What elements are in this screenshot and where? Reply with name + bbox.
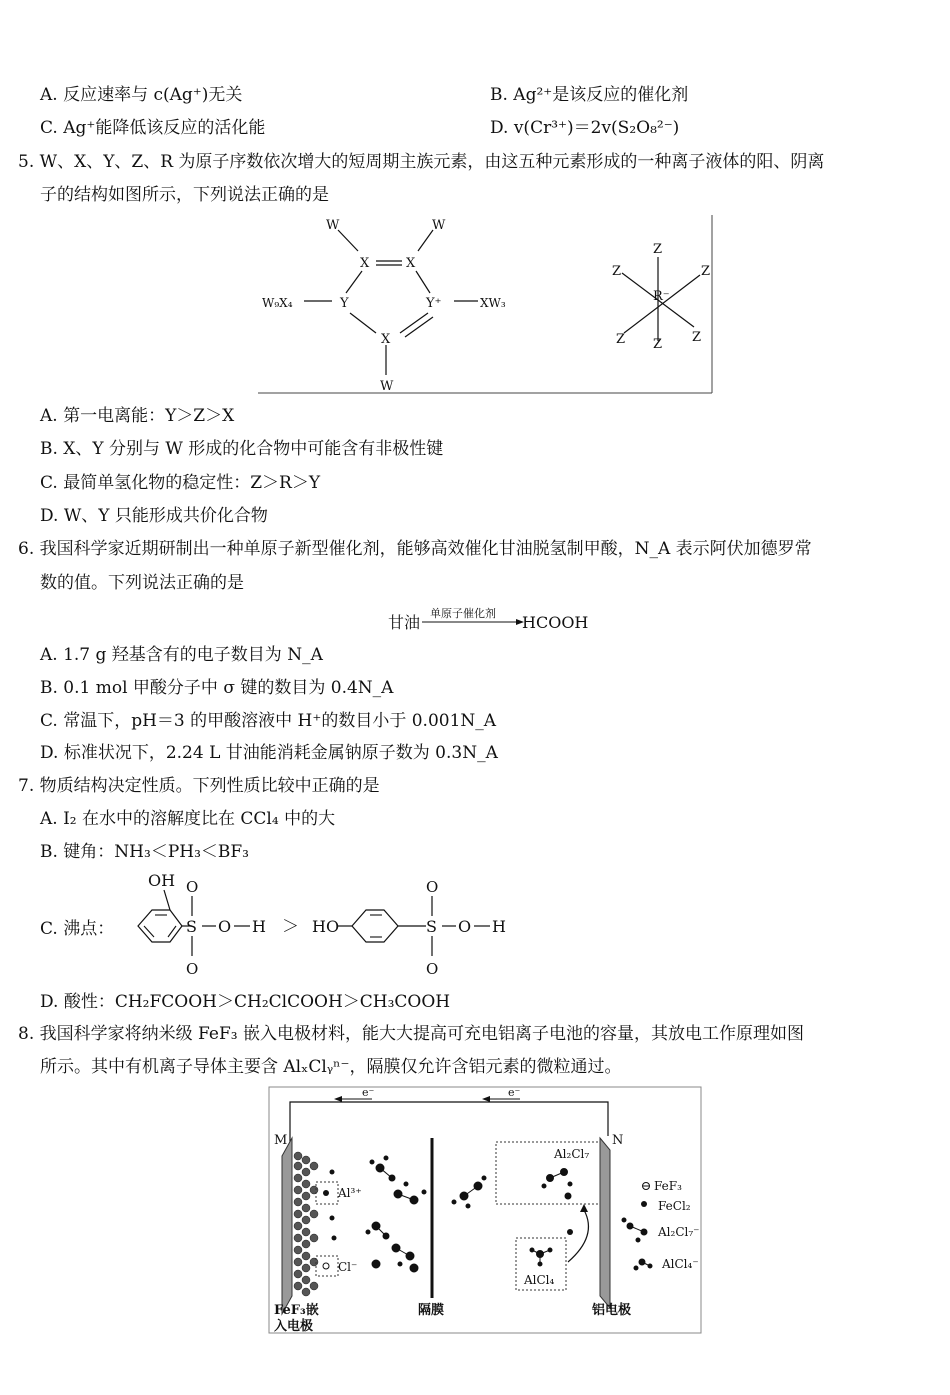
electrode-m-label: M	[274, 1133, 288, 1148]
atom-r-center: R⁻	[653, 289, 670, 304]
label-o-top-right: O	[426, 878, 439, 896]
atom-z-1: Z	[653, 242, 663, 257]
label-fef3-electrode-1: FeF₃嵌	[274, 1303, 319, 1318]
catalyst-label: 单原子催化剂	[430, 607, 496, 620]
q7-option-b: B. 键角：NH₃＜PH₃＜BF₃	[40, 842, 249, 862]
electron-label-right: e⁻	[508, 1086, 521, 1099]
label-o-mid-left: O	[218, 917, 232, 936]
label-separator: 隔膜	[418, 1303, 445, 1318]
electron-label-left: e⁻	[362, 1086, 375, 1099]
group-w9x4: W₉X₄	[262, 296, 293, 310]
q6-stem-line2: 数的值。下列说法正确的是	[40, 573, 244, 593]
q7-option-c-structures	[120, 868, 520, 980]
atom-x-bottom: X	[381, 332, 391, 347]
q8-battery-figure	[268, 1086, 702, 1336]
label-al2cl7-box: Al₂Cl₇	[554, 1147, 590, 1161]
q5-option-b: B. X、Y 分别与 W 形成的化合物中可能含有非极性键	[40, 439, 444, 459]
q4-option-d: D. v(Cr³⁺)＝2v(S₂O₈²⁻)	[490, 118, 680, 138]
atom-w-bottom: W	[380, 379, 394, 394]
label-fef3-electrode-2: 入电极	[274, 1319, 314, 1334]
q4-option-a: A. 反应速率与 c(Ag⁺)无关	[40, 85, 243, 105]
label-o-top-left: O	[186, 878, 199, 896]
q5-option-c: C. 最简单氢化物的稳定性：Z＞R＞Y	[40, 473, 321, 493]
label-h-right: H	[492, 917, 506, 936]
q5-stem-line2: 子的结构如图所示，下列说法正确的是	[40, 185, 329, 205]
atom-z-3: Z	[701, 264, 711, 279]
atom-z-6: Z	[692, 330, 702, 345]
q4-option-b: B. Ag²⁺是该反应的催化剂	[490, 85, 689, 105]
label-o-bottom-left: O	[186, 960, 199, 978]
atom-x-upper-right: X	[406, 256, 416, 271]
q7-option-c-prefix: C. 沸点：	[40, 919, 115, 939]
legend-al2cl7: Al₂Cl₇⁻	[658, 1225, 700, 1239]
atom-z-5: Z	[653, 337, 663, 352]
q6-option-c: C. 常温下，pH＝3 的甲酸溶液中 H⁺的数目小于 0.001N_A	[40, 711, 497, 731]
atom-y-left: Y	[340, 296, 349, 311]
q5-structure-figure	[258, 215, 714, 395]
label-aluminum-electrode: 铝电极	[592, 1303, 632, 1318]
label-h-left: H	[252, 917, 266, 936]
atom-z-4: Z	[616, 332, 626, 347]
atom-x-upper-left: X	[360, 256, 370, 271]
label-greater-than: ＞	[282, 917, 299, 937]
q6-option-d: D. 标准状况下，2.24 L 甘油能消耗金属钠原子数为 0.3N_A	[40, 743, 498, 763]
label-o-bottom-right: O	[426, 960, 439, 978]
legend-fecl2: FeCl₂	[658, 1199, 691, 1213]
label-oh: OH	[148, 871, 176, 890]
label-o-mid-right: O	[458, 917, 472, 936]
q4-option-c: C. Ag⁺能降低该反应的活化能	[40, 118, 266, 138]
legend-fef3: FeF₃	[654, 1179, 682, 1193]
atom-y-plus-right: Y⁺	[426, 296, 442, 311]
atom-w-top-right: W	[432, 218, 446, 233]
q5-stem-line1: 5. W、X、Y、Z、R 为原子序数依次增大的短周期主族元素，由这五种元素形成的一种离子液体的阳、阴离	[18, 152, 825, 172]
q5-option-a: A. 第一电离能：Y＞Z＞X	[40, 406, 235, 426]
q7-stem: 7. 物质结构决定性质。下列性质比较中正确的是	[18, 776, 380, 796]
q7-option-d: D. 酸性：CH₂FCOOH＞CH₂ClCOOH＞CH₃COOH	[40, 992, 451, 1012]
label-alcl4-box: AlCl₄	[524, 1273, 555, 1287]
q7-option-a: A. I₂ 在水中的溶解度比在 CCl₄ 中的大	[40, 809, 336, 829]
label-ho: HO	[312, 917, 340, 936]
q8-stem-line2: 所示。其中有机离子导体主要含 AlₓClᵧⁿ⁻，隔膜仅允许含铝元素的微粒通过。	[40, 1057, 622, 1077]
q6-reaction-equation	[386, 602, 596, 636]
electrode-n-label: N	[612, 1133, 624, 1148]
label-s-right: S	[426, 917, 437, 936]
atom-w-top-left: W	[326, 218, 340, 233]
group-xw3: XW₃	[480, 296, 506, 310]
label-cl: Cl⁻	[338, 1260, 358, 1274]
q6-option-a: A. 1.7 g 羟基含有的电子数目为 N_A	[40, 645, 323, 665]
q5-option-d: D. W、Y 只能形成共价化合物	[40, 506, 268, 526]
label-s-left: S	[186, 917, 197, 936]
label-al3: Al³⁺	[338, 1186, 362, 1200]
q8-stem-line1: 8. 我国科学家将纳米级 FeF₃ 嵌入电极材料，能大大提高可充电铝离子电池的容量，其放电工作原理如图	[18, 1024, 804, 1044]
legend-alcl4: AlCl₄⁻	[662, 1257, 699, 1271]
atom-z-2: Z	[612, 264, 622, 279]
q6-option-b: B. 0.1 mol 甲酸分子中 σ 键的数目为 0.4N_A	[40, 678, 394, 698]
q6-stem-line1: 6. 我国科学家近期研制出一种单原子新型催化剂，能够高效催化甘油脱氢制甲酸，N_A 表示阿伏加德罗常	[18, 539, 812, 559]
product-hcooh: HCOOH	[522, 613, 589, 632]
reactant-glycerol: 甘油	[388, 613, 421, 632]
